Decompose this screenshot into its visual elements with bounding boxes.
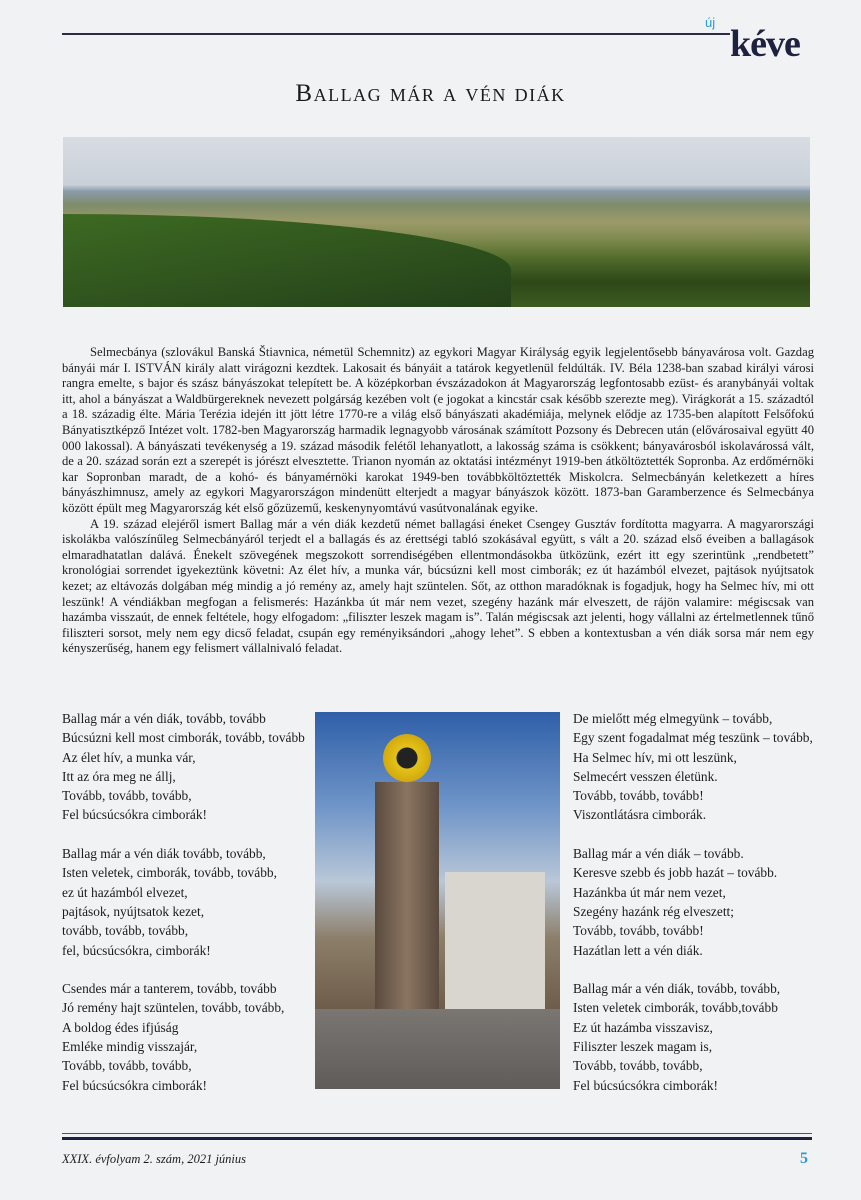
page-number: 5 [800,1150,808,1167]
poem-line: Ballag már a vén diák tovább, tovább, [62,846,266,862]
poem-line: Viszontlátásra cimborák. [573,807,707,823]
footer-rule [62,1133,812,1134]
poem-line: Búcsúzni kell most cimborák, tovább, tovább [62,730,305,746]
paragraph: Selmecbánya (szlovákul Banská Štiavnica, németül Schemnitz) az egykori Magyar Királyság egyik legjelentősebb bányavárosa volt. Gazdag bányái már I. ISTVÁN király alatt virágozni kezdtek. Lakosait és bányáit a tatárok kegyetlenül feldúlták. IV. Béla 1238-ban szabad királyi városi rangra emelte, s bajor és szász bányászokat telepített be. A középkorban évszázadokon át Magyarország legfontosabb ezüst- és aranybányái voltak itt, ahol a bányászat a Waldbürgereknek nevezett polgárság kezében volt (e jogokat a kincstár csak később szerezte meg). Virágkorát a 15. századtól a 18. századig élte. Mária Terézia idején itt jött létre 1770-re a világ első bányászati akadémiája, melynek elődje az 1735-ben alapított Felsőfokú Bányatisztképző Intézet volt. 1782-ben Magyarország harmadik legnagyobb városának számított Pozsony és Debrecen után (elővárosaival együtt 40 000 lakossal). A bányászati tevékenység a 19. század második felétől lehanyatlott, a lakosság száma is csökkent; bányavárosból iskolavárossá vált, de a 20. század során ezt a szerepét is jórészt elvesztette. Trianon nyomán az oktatási intézményt 1919-ben átköltöztették Sopronba. Az erdőmérnöki kar Sopronban maradt, de a kohó- és bányamérnöki karokat 1949-ben továbbköltöztették Miskolcra. Selmecbányán keletkezett a híres bányászhimnusz, amely az egykori Magyarországon mindenütt elterjedt a magyar bányászok között. 1873-ban Garamberzence és Selmecbánya között épült meg Magyarország két első gőzüzemű, keskenynyomtávú vasútvonalának egyike. [62,345,814,515]
poem-line: tovább, tovább, tovább, [62,923,189,939]
paragraph: A 19. század elejéről ismert Ballag már a vén diák kezdetű német ballagási éneket Csengey Gusztáv fordította magyarra. A magyarországi iskolákba valószínűleg Selmecbányáról terjedt el a ballagás és az érettségi tabló szokásával együtt, s vált a 20. század első éveiben a ballagások elmaradhatatlan dalává. Énekelt szövegének megszokott sorrendiségében ellentmondásokba ütközünk, ezért itt egy szerintünk „rendbetett” kronológiai sorrendet igyekeztünk követni: Az élet hív, a munka vár, búcsúzni kell most cimborák; ez út hazámból elvezet, pajtások nyújtsatok kezet; az eltávozás dolgában még mindig a jó remény az, amely hajt szüntelen. Sőt, az otthon maradóknak is fogadjuk, hogy ha Selmec hív, mi ott leszünk! A véndiákban megfogan a felismerés: Hazánkba út már nem vezet, szegény hazánk már elveszett, de rájön valamire: mégiscsak van hazámba visszaút, de ennek feltétele, hogy elfogadom: „filiszter leszek magam is”. Talán mégiscsak azt jelenti, hogy vállalni az értelmetlennek tűnő filiszteri sorsot, mely nem egy dicső feladat, csupán egy reményiksándori „ahogy lehet”. S ebben a kontextusban a vén diák sorsa már nem egy kényszerűség, hanem egy felismert vállalnivaló feladat. [62,516,814,656]
poem-line: Fel búcsúcsókra cimborák! [62,1077,208,1093]
poem-line: A boldog édes ifjúság [62,1019,179,1035]
poem-line: Az élet hív, a munka vár, [62,749,196,765]
poem-line: Ha Selmec hív, mi ott leszünk, [573,749,737,765]
poem-line: Csendes már a tanterem, tovább, tovább [62,981,277,997]
poem-line: fel, búcsúcsókra, cimborák! [62,942,211,958]
poem-stanza [573,709,813,825]
poem-stanza [62,709,305,825]
landscape-panorama-image [63,137,810,307]
poem-line: Fel búcsúcsókra cimborák! [62,807,208,823]
poem-line: De mielőtt még elmegyünk – tovább, [573,711,773,726]
poem-line: Ballag már a vén diák, tovább, tovább [62,711,266,726]
poem-line: ez út hazámból elvezet, [62,884,188,900]
poem-line: Fel búcsúcsókra cimborák! [573,1077,719,1093]
poem-line: Szegény hazánk rég elveszett; [573,903,734,919]
poem-line: Ballag már a vén diák – tovább. [573,846,744,862]
poem-line: Hazátlan lett a vén diák. [573,942,703,958]
poem-line: Filiszter leszek magam is, [573,1039,713,1055]
poem-left-column [62,709,305,1114]
poem-line: Emléke mindig visszajár, [62,1039,198,1055]
poem-line: Ballag már a vén diák, tovább, tovább, [573,981,781,997]
poem-line: Itt az óra meg ne állj, [62,768,176,784]
logo-small: új [705,15,716,30]
poem-line: Tovább, tovább, tovább! [573,788,704,804]
poem-line: Tovább, tovább, tovább! [573,923,704,939]
poem-stanza [573,844,813,960]
poem-line: Selmecért vesszen életünk. [573,768,718,784]
poem-stanza [62,979,305,1095]
poem-line: Egy szent fogadalmat még teszünk – tovább, [573,730,813,746]
poem-line: Hazánkba út már nem vezet, [573,884,726,900]
poem-stanza [62,844,305,960]
poem-line: Tovább, tovább, tovább, [62,788,192,804]
poem-line: Ez út hazámba visszavisz, [573,1019,713,1035]
poem-line: Keresve szebb és jobb hazát – tovább. [573,865,778,881]
poem-line: Tovább, tovább, tovább, [573,1058,703,1074]
poem-line: Tovább, tovább, tovább, [62,1058,192,1074]
issue-info: XXIX. évfolyam 2. szám, 2021 június [62,1152,247,1166]
poem-line: Isten veletek, cimborák, tovább, tovább, [62,865,277,881]
header-rule [62,33,730,35]
article-body [62,345,814,657]
poem-stanza [573,979,813,1095]
holy-trinity-column-photo [315,712,560,1089]
poem-line: pajtások, nyújtsatok kezet, [62,903,205,919]
footer-rule-thick [62,1137,812,1140]
logo-main: kéve [730,23,800,65]
poem-line: Isten veletek cimborák, tovább,tovább [573,1000,778,1016]
article-title: Ballag már a vén diák [295,80,566,107]
poem-line: Jó remény hajt szüntelen, tovább, tovább, [62,1000,285,1016]
poem-right-column [573,709,813,1114]
